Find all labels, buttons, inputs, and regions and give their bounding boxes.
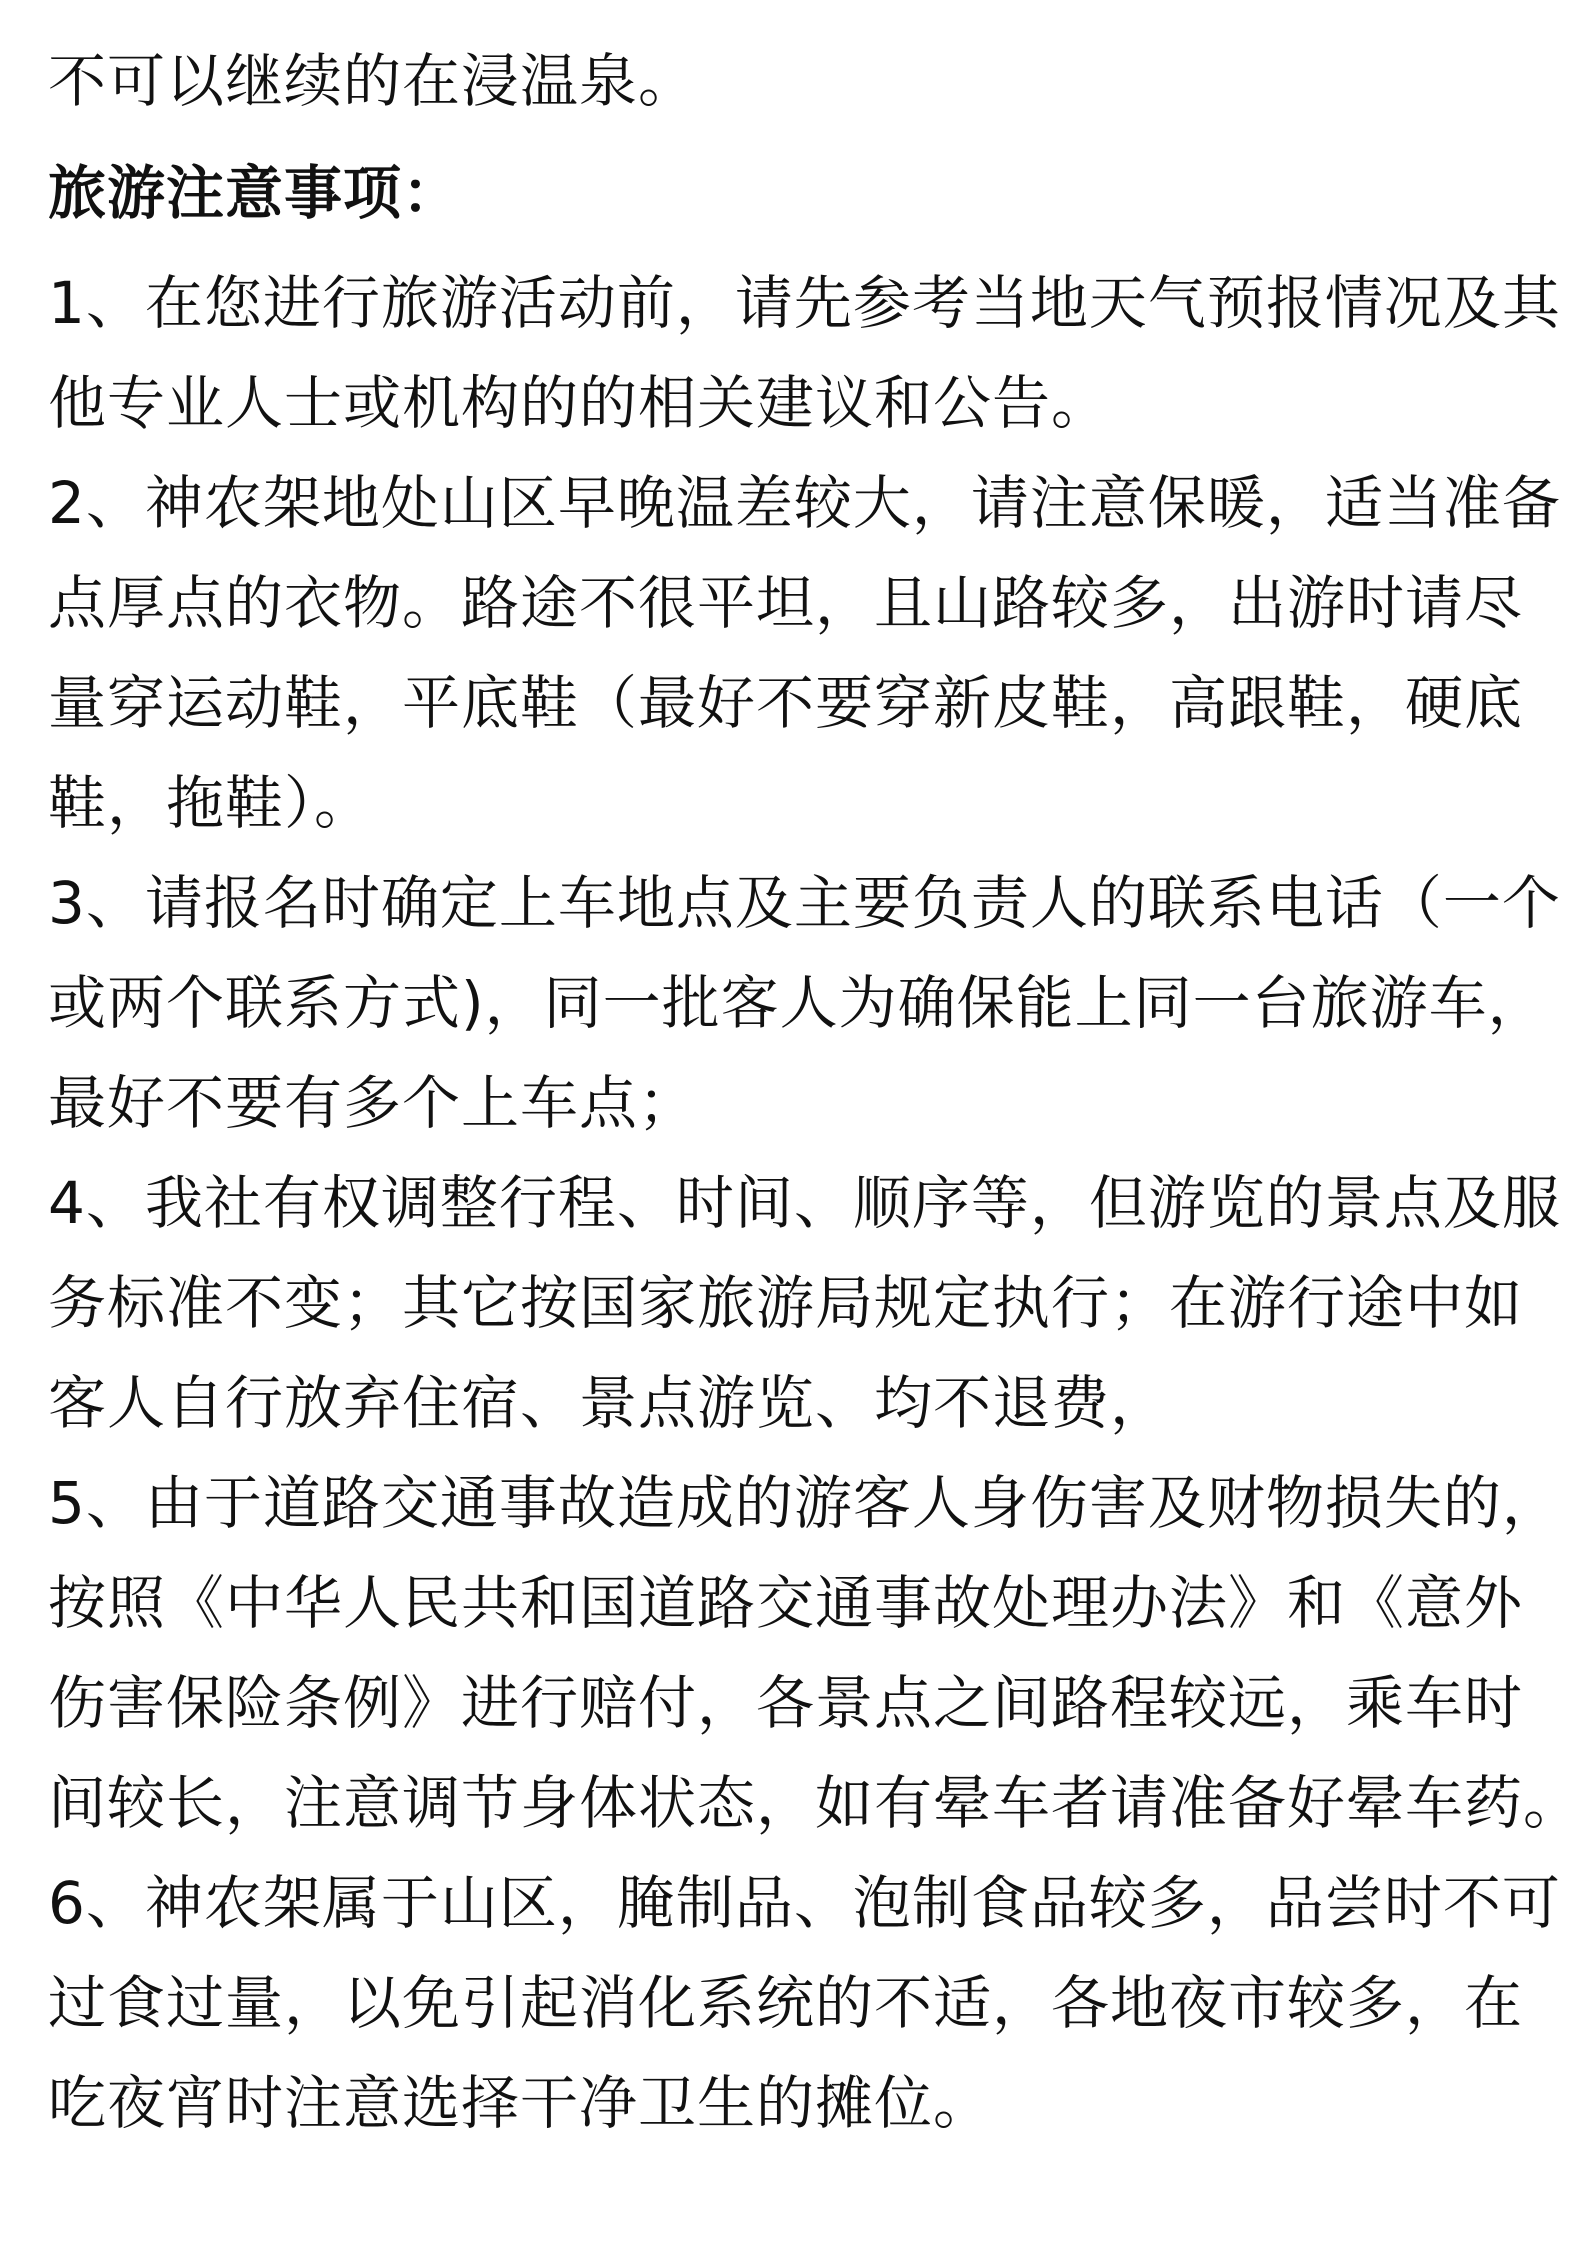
body-line: 或两个联系方式)，同一批客人为确保能上同一台旅游车， [48,969,1547,1037]
body-line: 鞋，拖鞋）。 [48,769,374,837]
body-line: 5、由于道路交通事故造成的游客人身伤害及财物损失的， [48,1469,1561,1537]
body-line: 4、我社有权调整行程、时间、顺序等，但游览的景点及服 [48,1169,1561,1237]
section-heading: 旅游注意事项： [48,159,462,227]
body-line: 伤害保险条例》进行赔付，各景点之间路程较远，乘车时 [48,1669,1524,1737]
intro-line: 不可以继续的在浸温泉。 [48,47,698,115]
body-line: 点厚点的衣物。路途不很平坦，且山路较多，出游时请尽 [48,569,1524,637]
body-line: 过食过量，以免引起消化系统的不适，各地夜市较多，在 [48,1969,1524,2037]
body-line: 吃夜宵时注意选择干净卫生的摊位。 [48,2069,993,2137]
body-line: 3、请报名时确定上车地点及主要负责人的联系电话（一个 [48,869,1561,937]
body-line: 务标准不变；其它按国家旅游局规定执行；在游行途中如 [48,1269,1524,1337]
body-line: 1、在您进行旅游活动前，请先参考当地天气预报情况及其 [48,269,1561,337]
body-line: 2、神农架地处山区早晚温差较大，请注意保暖，适当准备 [48,469,1561,537]
body-line: 客人自行放弃住宿、景点游览、均不退费， [48,1369,1170,1437]
body-line: 他专业人士或机构的的相关建议和公告。 [48,369,1111,437]
body-line: 6、神农架属于山区，腌制品、泡制食品较多，品尝时不可 [48,1869,1561,1937]
body-line: 量穿运动鞋，平底鞋（最好不要穿新皮鞋，高跟鞋，硬底 [48,669,1524,737]
body-line: 最好不要有多个上车点； [48,1069,698,1137]
body-line: 间较长，注意调节身体状态，如有晕车者请准备好晕车药。 [48,1769,1583,1837]
body-line: 按照《中华人民共和国道路交通事故处理办法》和《意外 [48,1569,1524,1637]
